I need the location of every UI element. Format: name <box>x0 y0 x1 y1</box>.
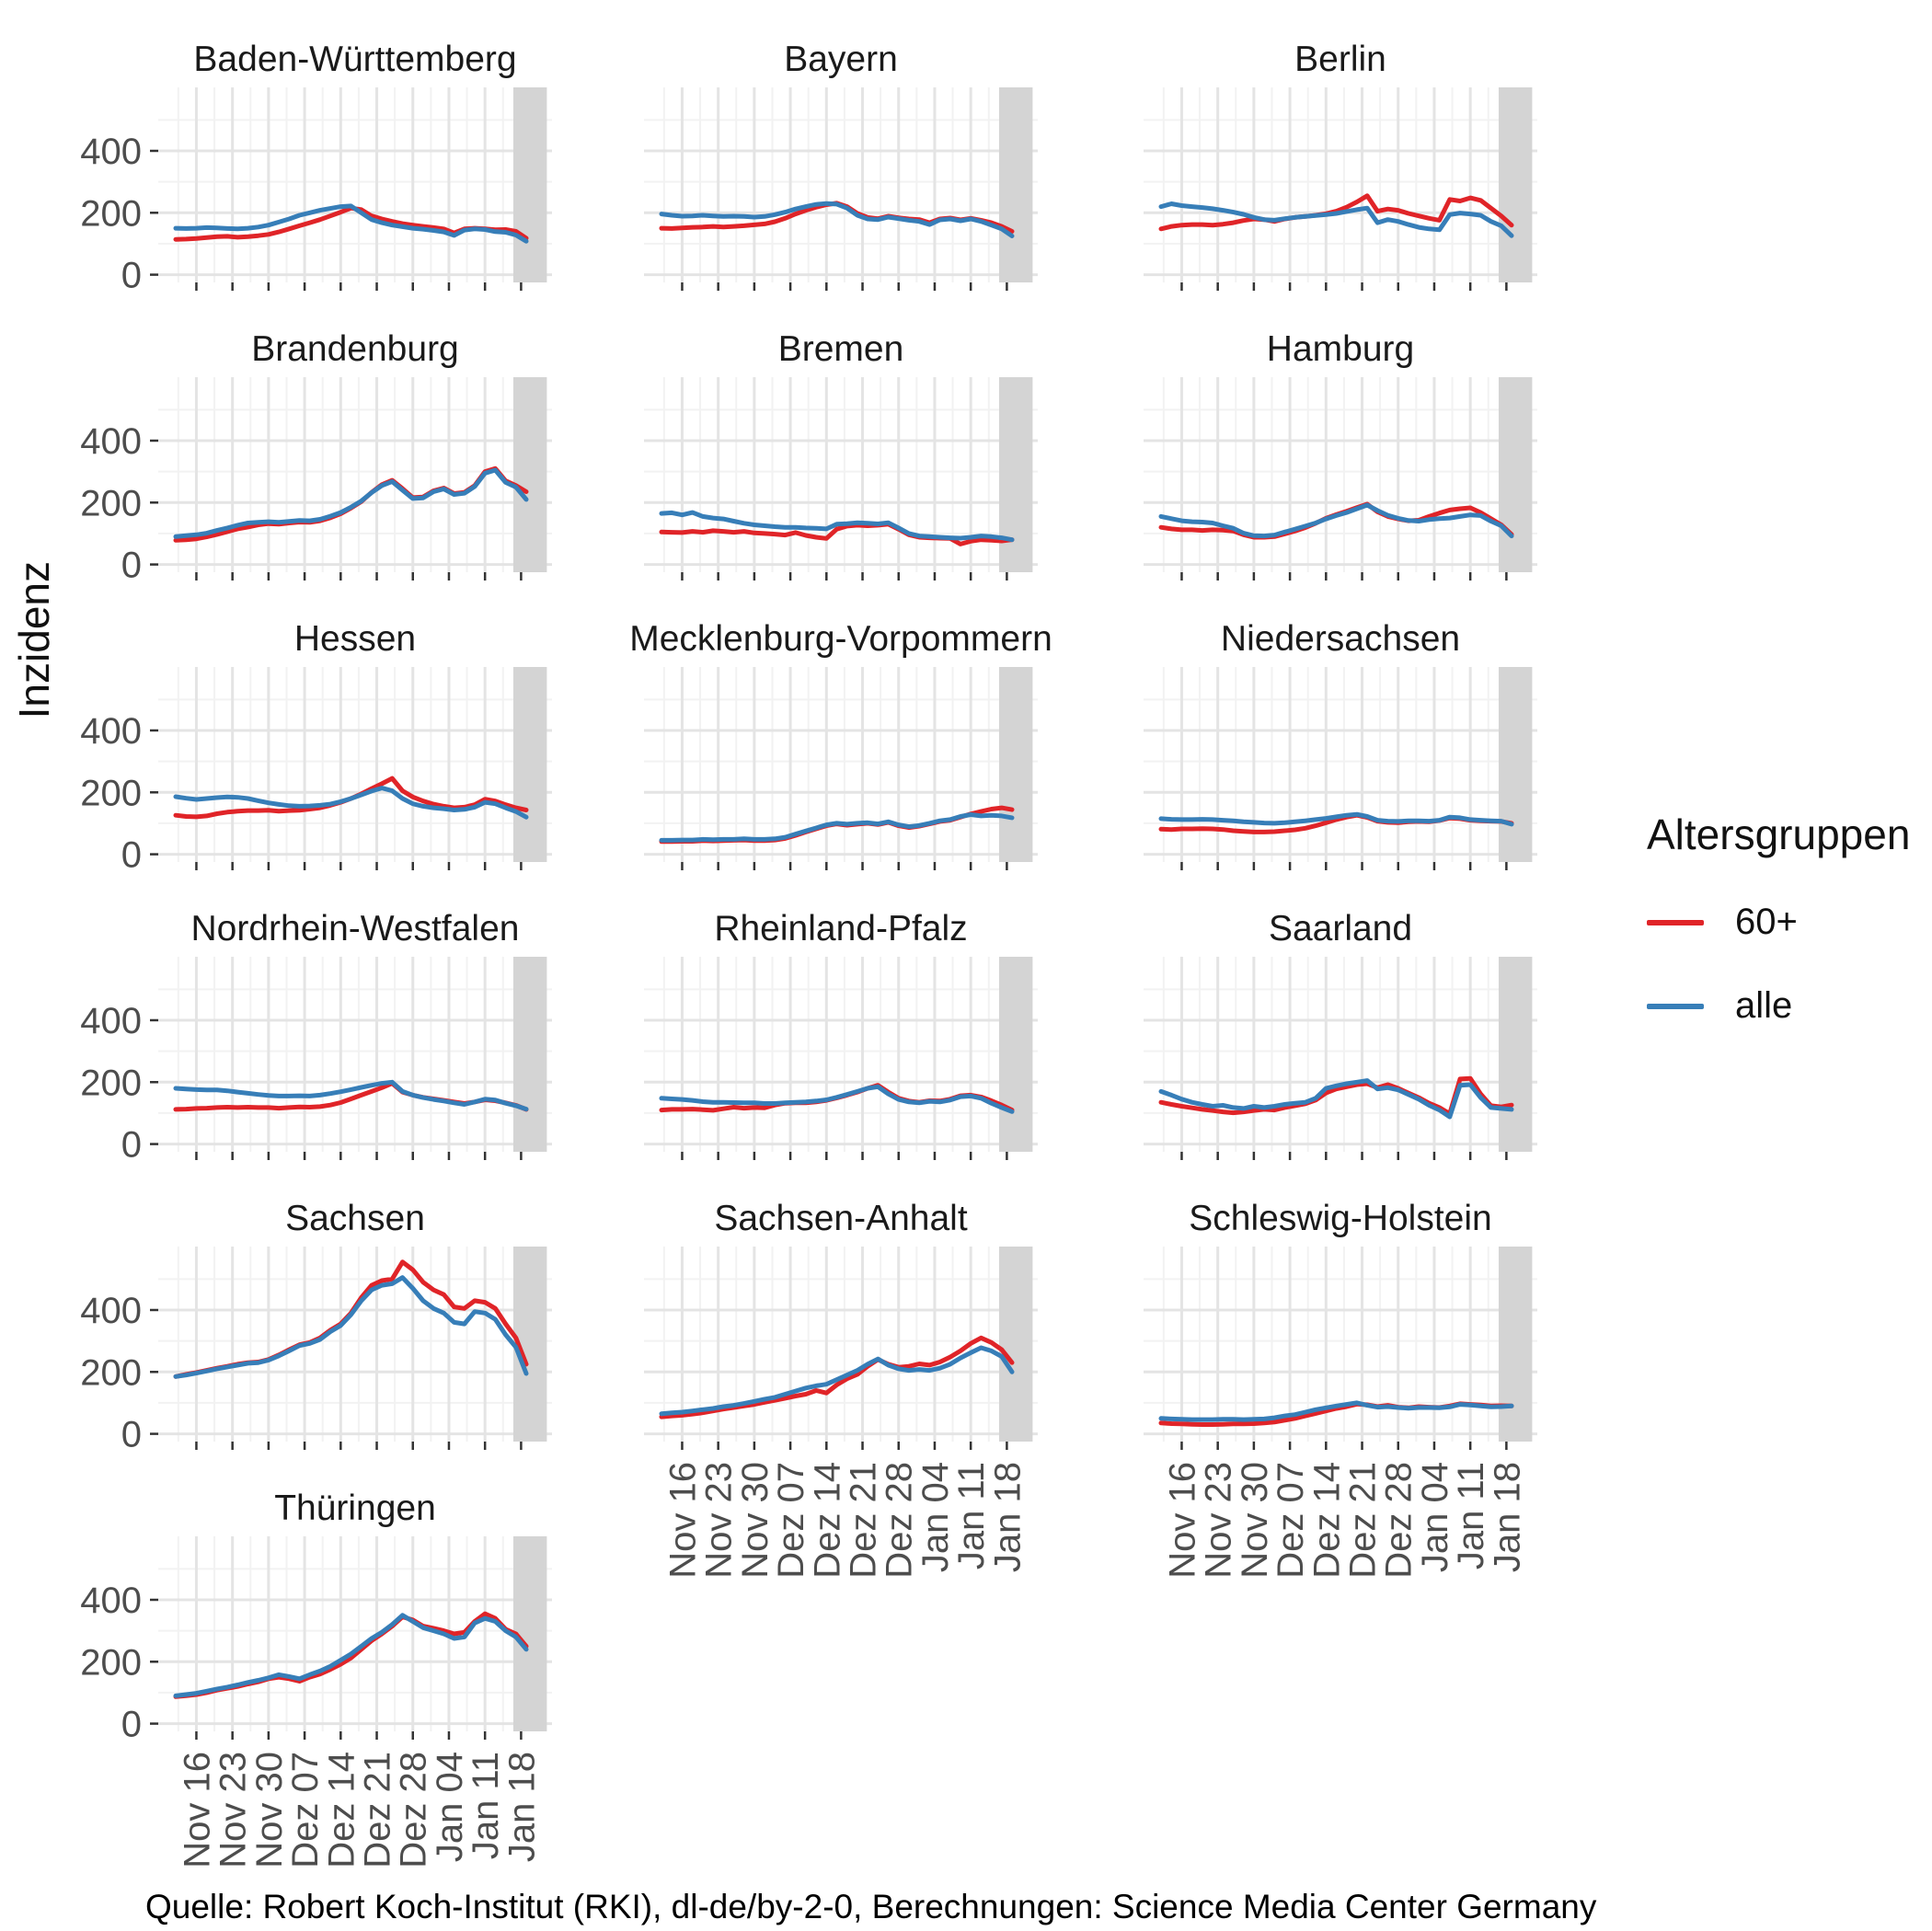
facet-title: Saarland <box>1268 909 1413 948</box>
x-tick-label: Dez 21 <box>1342 1462 1384 1579</box>
line-alle <box>661 203 1012 236</box>
legend-item-60plus <box>1647 902 1923 943</box>
line-60plus <box>1161 504 1512 537</box>
facet-rheinland-pfalz <box>644 909 1038 1160</box>
y-tick-label: 400 <box>80 1000 142 1041</box>
facet-title: Nordrhein-Westfalen <box>190 909 520 948</box>
uncertainty-band <box>999 667 1032 862</box>
facet-hessen <box>80 619 552 876</box>
y-axis-title: Inzidenz <box>10 561 58 719</box>
y-tick-label: 400 <box>80 420 142 462</box>
y-tick-label: 400 <box>80 710 142 752</box>
x-tick-label: Jan 04 <box>1414 1462 1455 1573</box>
facet-baden-w-rttemberg <box>80 40 552 296</box>
y-tick-label: 200 <box>80 773 142 814</box>
facet-bayern <box>644 40 1038 291</box>
legend-title: Altersgruppen <box>1647 810 1911 858</box>
x-tick-label: Dez 28 <box>1378 1462 1420 1579</box>
facet-title: Rheinland-Pfalz <box>714 909 968 948</box>
x-tick-label: Dez 28 <box>879 1462 920 1579</box>
facet-saarland <box>1144 909 1537 1160</box>
y-tick-label: 0 <box>121 1414 142 1455</box>
x-tick-label: Jan 18 <box>987 1462 1029 1573</box>
facet-title: Hessen <box>293 619 417 659</box>
uncertainty-band <box>999 957 1032 1152</box>
y-tick-label: 0 <box>121 255 142 296</box>
legend-item-alle <box>1647 985 1923 1027</box>
x-tick-label: Nov 16 <box>177 1752 218 1868</box>
line-alle <box>176 1615 526 1696</box>
y-tick-label: 400 <box>80 1290 142 1331</box>
legend-label-alle: alle <box>1735 985 1793 1026</box>
uncertainty-band <box>999 87 1032 282</box>
facet-niedersachsen <box>1144 619 1537 870</box>
legend-swatch-alle <box>1647 1004 1704 1009</box>
x-tick-label: Dez 07 <box>285 1752 327 1868</box>
line-alle <box>661 1348 1012 1414</box>
x-tick-label: Nov 30 <box>734 1462 776 1579</box>
x-tick-label: Dez 07 <box>771 1462 812 1579</box>
x-tick-label: Jan 18 <box>501 1752 543 1863</box>
uncertainty-band <box>1499 667 1532 862</box>
x-tick-label: Dez 21 <box>357 1752 398 1868</box>
y-tick-label: 0 <box>121 1124 142 1166</box>
facet-th-ringen <box>80 1488 552 1868</box>
uncertainty-band <box>1499 957 1532 1152</box>
facet-title: Mecklenburg-Vorpommern <box>629 619 1052 659</box>
y-tick-label: 0 <box>121 834 142 876</box>
facet-title: Baden-Württemberg <box>193 40 517 79</box>
y-tick-label: 200 <box>80 1642 142 1684</box>
y-tick-label: 0 <box>121 545 142 586</box>
legend-label-60plus: 60+ <box>1735 902 1798 942</box>
x-tick-label: Nov 30 <box>1234 1462 1275 1579</box>
x-tick-label: Dez 14 <box>807 1462 848 1579</box>
y-tick-label: 200 <box>80 1352 142 1394</box>
facet-mecklenburg-vorpommern <box>629 619 1052 870</box>
x-tick-label: Dez 28 <box>393 1752 434 1868</box>
x-tick-label: Nov 16 <box>1162 1462 1203 1579</box>
uncertainty-band <box>1499 87 1532 282</box>
facet-title: Brandenburg <box>251 329 459 369</box>
y-tick-label: 0 <box>121 1704 142 1745</box>
facet-title: Sachsen-Anhalt <box>714 1199 968 1238</box>
uncertainty-band <box>513 957 546 1152</box>
facet-bremen <box>644 329 1038 580</box>
facet-hamburg <box>1144 329 1537 580</box>
legend-swatch-60plus <box>1647 920 1704 925</box>
x-tick-label: Nov 23 <box>1198 1462 1239 1579</box>
x-tick-label: Nov 23 <box>213 1752 254 1868</box>
x-tick-label: Jan 11 <box>1451 1462 1492 1570</box>
facet-nordrhein-westfalen <box>80 909 552 1166</box>
facet-title: Niedersachsen <box>1220 619 1461 659</box>
x-tick-label: Nov 23 <box>698 1462 740 1579</box>
x-tick-label: Dez 14 <box>1306 1462 1348 1579</box>
line-alle <box>176 1278 526 1377</box>
facet-sachsen-anhalt <box>644 1199 1038 1579</box>
x-tick-label: Jan 04 <box>914 1462 956 1573</box>
facet-title: Schleswig-Holstein <box>1189 1199 1492 1238</box>
line-alle <box>1161 204 1512 236</box>
uncertainty-band <box>1499 377 1532 572</box>
facet-brandenburg <box>80 329 552 586</box>
facet-title: Sachsen <box>285 1199 425 1238</box>
uncertainty-band <box>999 1247 1032 1442</box>
uncertainty-band <box>513 377 546 572</box>
line-alle <box>661 512 1012 540</box>
facet-schleswig-holstein <box>1144 1199 1537 1579</box>
facet-title: Thüringen <box>274 1488 436 1528</box>
facet-title: Berlin <box>1294 40 1386 79</box>
y-tick-label: 400 <box>80 1580 142 1621</box>
x-tick-label: Jan 11 <box>951 1462 993 1570</box>
legend <box>1647 810 1923 1027</box>
uncertainty-band <box>513 87 546 282</box>
line-alle <box>661 815 1012 841</box>
x-tick-label: Nov 30 <box>248 1752 290 1868</box>
x-tick-label: Dez 21 <box>843 1462 884 1579</box>
facet-title: Hamburg <box>1266 329 1415 369</box>
uncertainty-band <box>1499 1247 1532 1442</box>
x-tick-label: Dez 07 <box>1271 1462 1312 1579</box>
x-tick-label: Nov 16 <box>662 1462 704 1579</box>
y-tick-label: 200 <box>80 193 142 235</box>
y-tick-label: 200 <box>80 483 142 524</box>
line-alle <box>1161 1403 1512 1420</box>
facet-sachsen <box>80 1199 552 1455</box>
x-tick-label: Jan 11 <box>466 1752 507 1860</box>
y-tick-label: 400 <box>80 131 142 172</box>
y-tick-label: 200 <box>80 1063 142 1104</box>
x-tick-label: Dez 14 <box>321 1752 362 1868</box>
facet-berlin <box>1144 40 1537 291</box>
facet-title: Bayern <box>784 40 898 79</box>
x-tick-label: Jan 18 <box>1487 1462 1528 1573</box>
source-caption: Quelle: Robert Koch-Institut (RKI), dl-de/by-2-0, Berechnungen: Science Media Center Germany <box>145 1888 1597 1925</box>
x-tick-label: Jan 04 <box>429 1752 470 1863</box>
facet-title: Bremen <box>777 329 904 369</box>
uncertainty-band <box>513 667 546 862</box>
